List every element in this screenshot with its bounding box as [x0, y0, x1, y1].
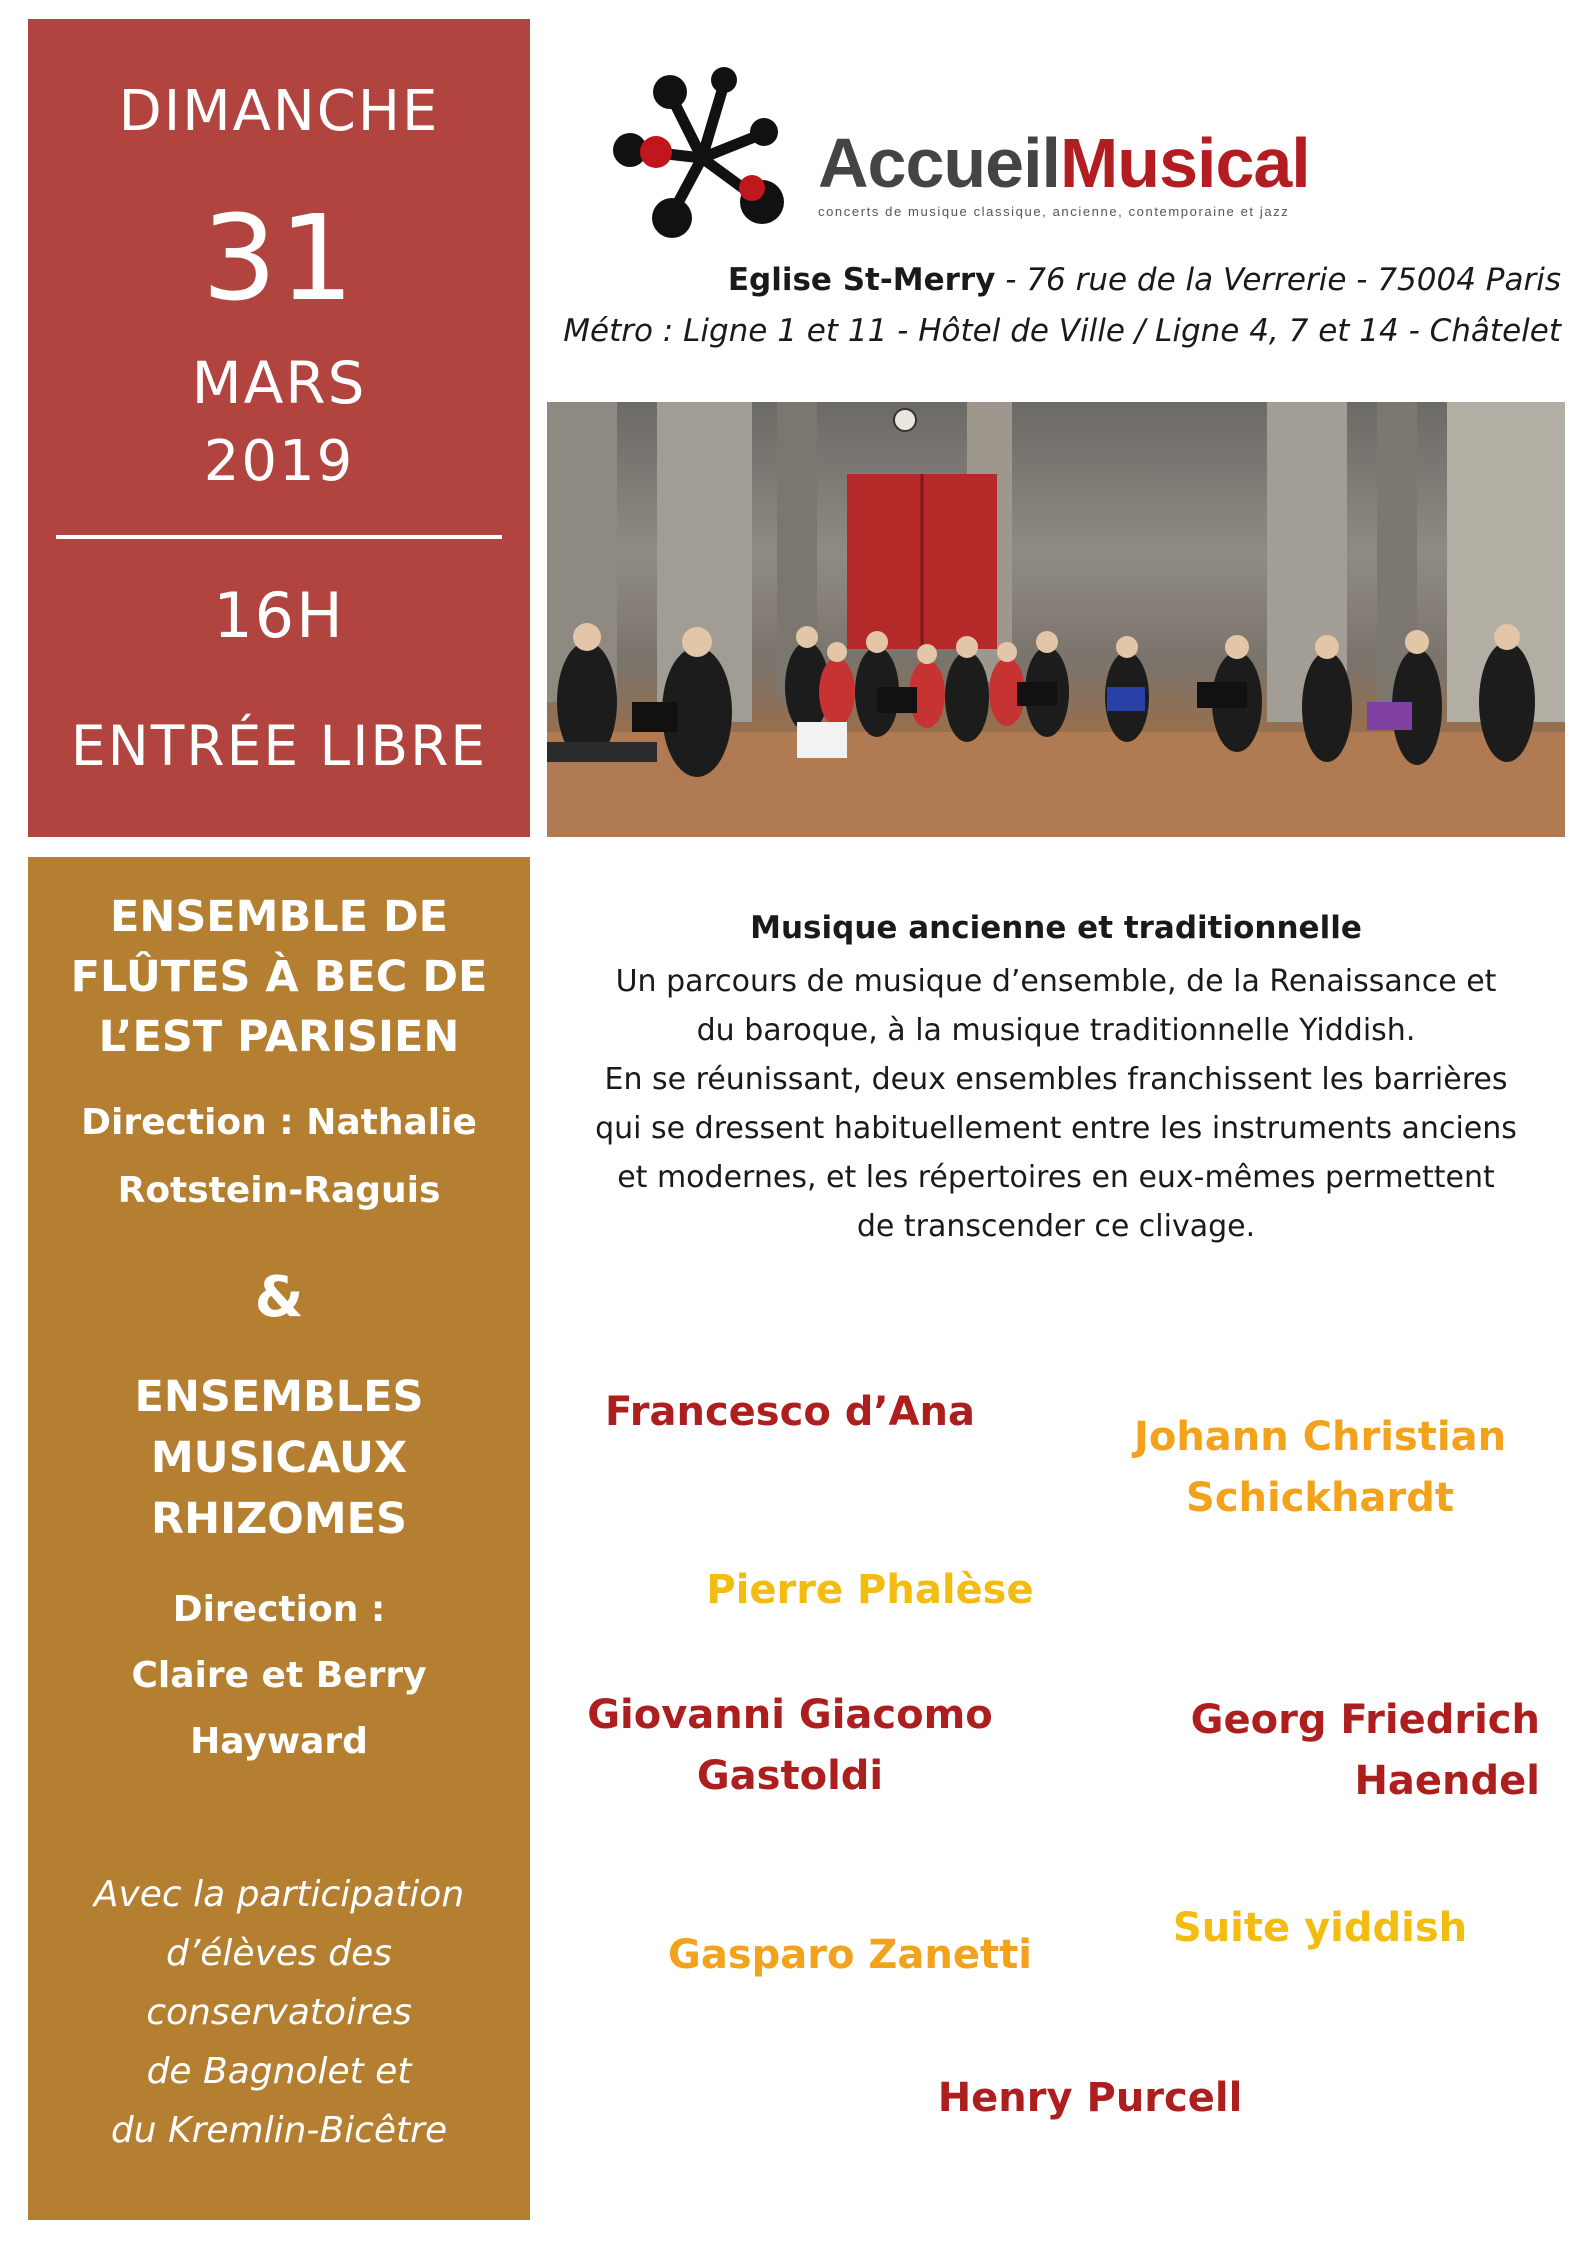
ampersand: & — [254, 1265, 304, 1330]
logo-word-musical: Musical — [1060, 124, 1310, 202]
description-line: qui se dressent habituellement entre les instruments anciens — [595, 1111, 1517, 1146]
composer-pierre-phalese — [680, 1560, 1060, 1621]
logo-wordmark — [818, 124, 1310, 202]
month: MARS — [191, 349, 367, 417]
composer-name-line: Giovanni Giacomo — [587, 1692, 993, 1738]
composer-name-line: Haendel — [1354, 1758, 1540, 1804]
ensemble-2-direction-line: Claire et Berry — [131, 1655, 427, 1696]
ensemble-2-title-line: RHIZOMES — [151, 1494, 407, 1544]
date-panel — [28, 19, 530, 837]
venue-name: Eglise St-Merry — [727, 262, 996, 298]
description-line: de transcender ce clivage. — [856, 1209, 1256, 1244]
composer-francesco-d-ana — [585, 1382, 995, 1443]
composer-name-line: Gasparo Zanetti — [668, 1932, 1032, 1978]
ensemble-2-direction-line: Direction : — [172, 1589, 386, 1630]
participation-line: d’élèves des — [165, 1933, 392, 1974]
ensemble-2-direction — [28, 1577, 530, 1775]
ensemble-photo — [547, 402, 1565, 837]
composer-georg-friedrich-haendel — [1130, 1690, 1540, 1812]
description-line: En se réunissant, deux ensembles franchissent les barrières — [604, 1062, 1508, 1097]
description-line: et modernes, et les répertoires en eux-mêmes permettent — [617, 1160, 1495, 1195]
composer-name-line: Johann Christian — [1133, 1414, 1507, 1460]
ensemble-1-title — [28, 887, 530, 1067]
logo-tagline: concerts de musique classique, ancienne, contemporaine et jazz — [818, 204, 1290, 219]
church-concert-illustration — [547, 402, 1565, 837]
participation-line: du Kremlin-Bicêtre — [110, 2110, 448, 2151]
ensemble-1-direction-line: Rotstein-Raguis — [117, 1170, 441, 1211]
composer-name-line: Schickhardt — [1186, 1475, 1454, 1521]
ensembles-panel — [28, 857, 530, 2220]
ensemble-1-title-line: L’EST PARISIEN — [98, 1012, 460, 1062]
description-body — [550, 957, 1562, 1251]
participation-line: conservatoires — [146, 1992, 412, 2033]
day-number: 31 — [201, 189, 357, 327]
participation-line: de Bagnolet et — [146, 2051, 412, 2092]
composer-henry-purcell — [900, 2068, 1280, 2129]
description-title: Musique ancienne et traditionnelle — [750, 910, 1362, 946]
composer-name-line: Gastoldi — [696, 1753, 884, 1799]
accueil-musical-logo-icon — [612, 62, 792, 242]
ensemble-1-title-line: FLÛTES À BEC DE — [70, 952, 488, 1002]
year: 2019 — [203, 429, 355, 494]
venue-line — [728, 262, 1561, 298]
ensemble-2-title-line: ENSEMBLES — [134, 1372, 424, 1422]
ensemble-1-title-line: ENSEMBLE DE — [109, 892, 449, 942]
description-line: Un parcours de musique d’ensemble, de la Renaissance et — [615, 964, 1497, 999]
logo-word-accueil: Accueil — [818, 124, 1060, 202]
composer-gasparo-zanetti — [635, 1925, 1065, 1986]
composer-name-line: Georg Friedrich — [1190, 1697, 1540, 1743]
composer-name-line: Francesco d’Ana — [605, 1389, 975, 1435]
participation-line: Avec la participation — [93, 1874, 465, 1915]
day-name: DIMANCHE — [118, 79, 440, 144]
date-divider — [56, 535, 502, 539]
composer-suite-yiddish — [1140, 1898, 1500, 1959]
composer-name-line: Henry Purcell — [937, 2075, 1243, 2121]
concert-time: 16H — [213, 579, 345, 652]
composer-giovanni-giacomo-gastoldi — [555, 1685, 1025, 1807]
admission-text: ENTRÉE LIBRE — [70, 714, 488, 778]
composer-name-line: Suite yiddish — [1172, 1905, 1468, 1951]
venue-address: - 76 rue de la Verrerie - 75004 Paris — [995, 262, 1561, 298]
ensemble-2-title-line: MUSICAUX — [150, 1433, 408, 1483]
metro-line: Métro : Ligne 1 et 11 - Hôtel de Ville / Ligne 4, 7 et 14 - Châtelet — [563, 313, 1561, 349]
description-line: du baroque, à la musique traditionnelle Yiddish. — [696, 1013, 1416, 1048]
ensemble-1-direction-line: Direction : Nathalie — [81, 1102, 477, 1143]
composer-johann-christian-schickhardt — [1095, 1407, 1545, 1529]
ensemble-2-direction-line: Hayward — [190, 1721, 368, 1762]
participation-note — [28, 1865, 530, 2160]
ensemble-2-title — [28, 1367, 530, 1550]
composer-name-line: Pierre Phalèse — [706, 1567, 1034, 1613]
ensemble-1-direction — [28, 1089, 530, 1225]
